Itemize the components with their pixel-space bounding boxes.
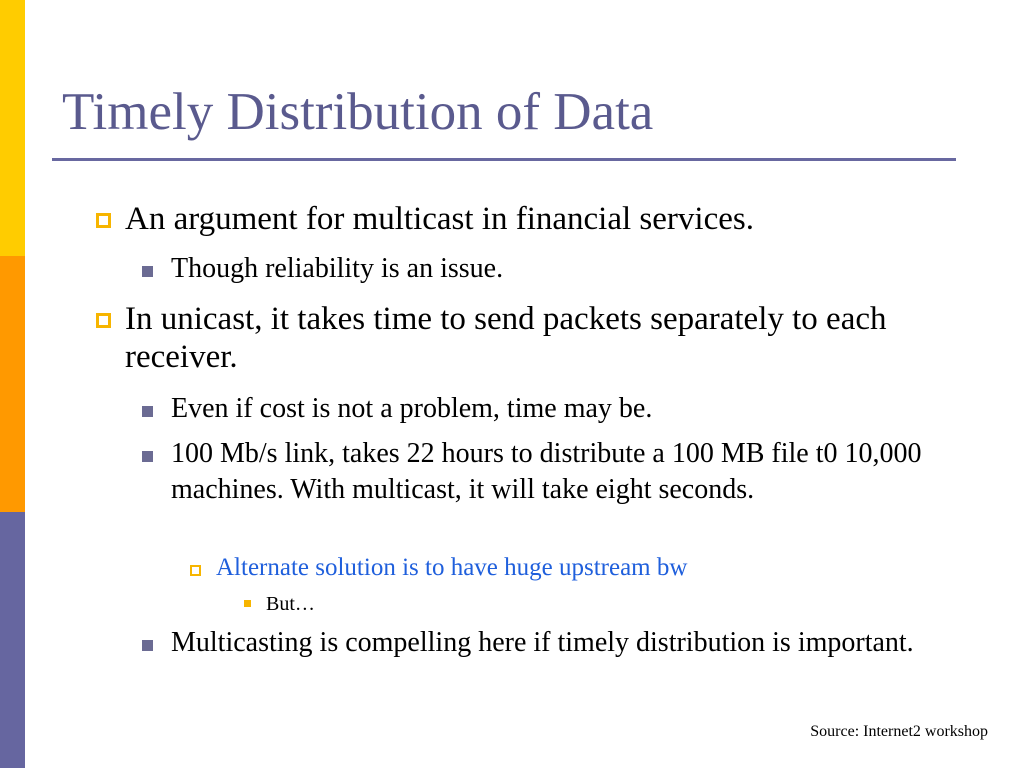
- filled-square-bullet-icon: [142, 266, 153, 277]
- filled-square-bullet-icon: [142, 406, 153, 417]
- bullet-text: 100 Mb/s link, takes 22 hours to distribute a 100 MB file t0 10,000 machines. With multicast, it will take eight seconds.: [171, 438, 922, 505]
- bullet-alternate-solution: [216, 553, 976, 583]
- small-square-bullet-icon: [244, 600, 251, 607]
- bullet-text: An argument for multicast in financial services.: [125, 201, 754, 237]
- hollow-square-bullet-icon: [96, 213, 111, 228]
- bullet-compelling: [171, 625, 986, 661]
- bullet-reliability: [171, 251, 986, 287]
- bullet-multicast-argument: [125, 200, 985, 238]
- hollow-square-bullet-icon: [190, 565, 201, 576]
- filled-square-bullet-icon: [142, 640, 153, 651]
- bullet-text: In unicast, it takes time to send packets separately to each receiver.: [125, 301, 887, 375]
- bullet-text: Alternate solution is to have huge upstream bw: [216, 554, 688, 581]
- hollow-square-bullet-icon: [96, 313, 111, 328]
- bullet-cost-vs-time: [171, 391, 986, 427]
- filled-square-bullet-icon: [142, 451, 153, 462]
- bullet-unicast-time: [125, 300, 985, 376]
- bullet-text: Even if cost is not a problem, time may be.: [171, 393, 653, 424]
- bullet-text: But…: [266, 593, 315, 615]
- slide-title: Timely Distribution of Data: [62, 83, 654, 141]
- source-note: Source: Internet2 workshop: [810, 723, 988, 740]
- bullet-text: Multicasting is compelling here if timely distribution is important.: [171, 627, 914, 658]
- bullet-link-example: [171, 436, 986, 508]
- bullet-but: [266, 592, 966, 616]
- bullet-text: Though reliability is an issue.: [171, 253, 504, 284]
